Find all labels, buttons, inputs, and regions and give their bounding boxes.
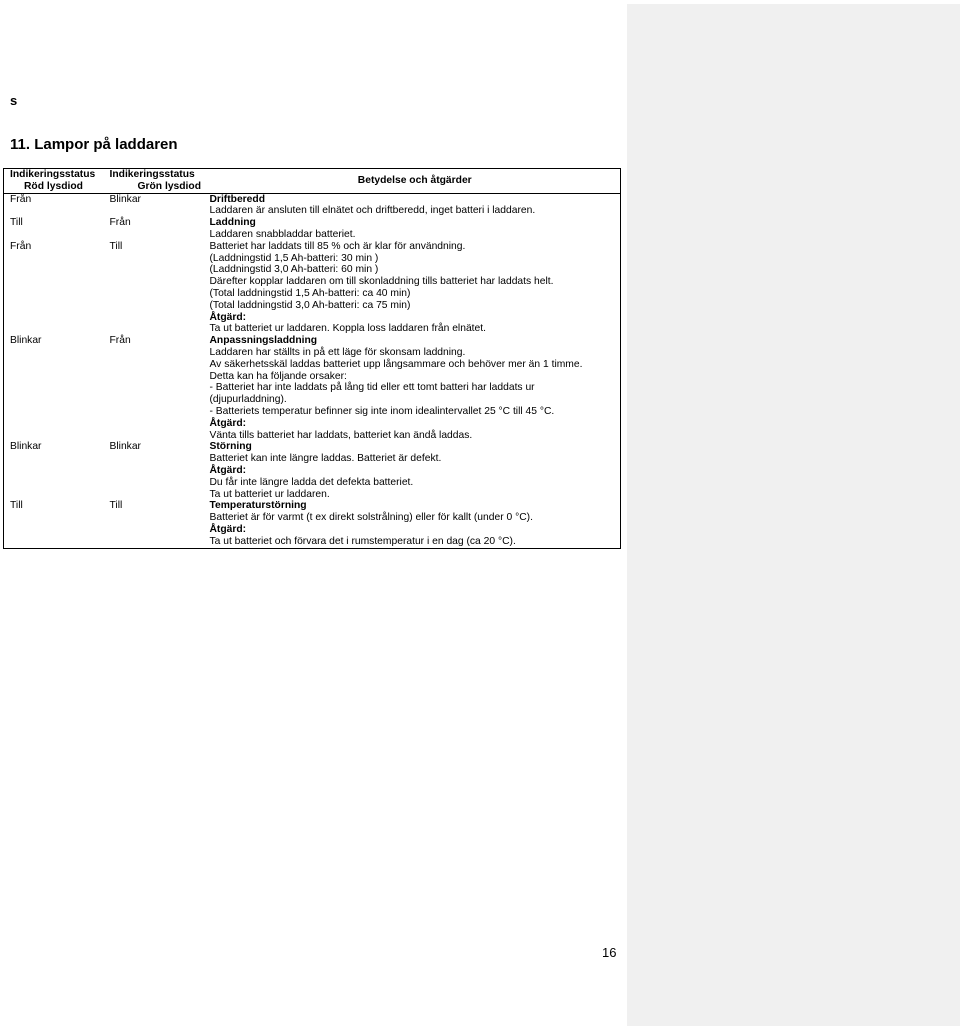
table-row (4, 441, 621, 500)
red-status: Blinkar (4, 441, 104, 500)
status-title: Temperaturstörning (209, 500, 307, 512)
action-label: Åtgärd: (209, 417, 247, 429)
header-green-led: Indikeringsstatus Grön lysdiod (104, 169, 204, 194)
meaning-line: Laddaren har ställts in på ett läge för skonsam laddning. (209, 346, 466, 358)
meaning-cell (204, 241, 621, 335)
meaning-line: Vänta tills batteriet har laddats, batteriet kan ändå laddas. (209, 429, 473, 441)
red-status: Till (4, 217, 104, 241)
meaning-line: Därefter kopplar laddaren om till skonladdning tills batteriet har laddats helt. (209, 276, 554, 288)
section-heading: 11. Lampor på laddaren (10, 136, 178, 153)
meaning-line: Batteriet är för varmt (t ex direkt solstrålning) eller för kallt (under 0 °C). (209, 512, 533, 524)
table-row (4, 335, 621, 441)
comment-pane (627, 4, 960, 1026)
green-status: Från (109, 217, 131, 229)
table-row (4, 217, 621, 241)
meaning-line: Laddaren är ansluten till elnätet och driftberedd, inget batteri i laddaren. (209, 205, 536, 217)
action-label: Åtgärd: (209, 464, 247, 476)
meaning-cell (204, 500, 621, 548)
meaning-line: Batteriet kan inte längre laddas. Batteriet är defekt. (209, 453, 442, 465)
meaning-cell (204, 217, 621, 241)
green-status: Till (104, 500, 204, 548)
status-title: Laddning (209, 217, 256, 229)
header-red-led: Indikeringsstatus Röd lysdiod (4, 169, 104, 194)
status-title: Anpassningsladdning (209, 335, 318, 347)
meaning-line: Detta kan ha följande orsaker: (209, 370, 347, 382)
meaning-line: (Total laddningstid 3,0 Ah-batteri: ca 75 min) (209, 299, 411, 311)
red-status: Från (4, 241, 104, 335)
meaning-line: Ta ut batteriet och förvara det i rumstemperatur i en dag (ca 20 °C). (209, 535, 516, 547)
green-status: Till (109, 240, 123, 252)
meaning-line: Laddaren snabbladdar batteriet. (209, 228, 356, 240)
status-title: Driftberedd (209, 193, 265, 205)
meaning-cell (204, 441, 621, 500)
action-label: Åtgärd: (209, 311, 247, 323)
table-header-row (4, 169, 621, 194)
page-number: 16 (602, 945, 617, 960)
table-row (4, 241, 621, 335)
table-row (4, 500, 621, 548)
status-title: Störning (209, 441, 252, 453)
meaning-line: Ta ut batteriet ur laddaren. Koppla loss laddaren från elnätet. (209, 323, 486, 335)
meaning-cell (204, 335, 621, 441)
green-status: Blinkar (109, 193, 141, 205)
green-status: Från (109, 335, 131, 347)
meaning-line: Av säkerhetsskäl laddas batteriet upp långsammare och behöver mer än 1 timme. (209, 358, 583, 370)
meaning-line: (Laddningstid 3,0 Ah-batteri: 60 min ) (209, 264, 379, 276)
red-status: Till (4, 500, 104, 548)
action-label: Åtgärd: (209, 523, 247, 535)
meaning-line: (Laddningstid 1,5 Ah-batteri: 30 min ) (209, 252, 379, 264)
red-status: Från (4, 193, 104, 217)
meaning-line: Du får inte längre ladda det defekta batteriet. (209, 476, 414, 488)
meaning-line: (Total laddningstid 1,5 Ah-batteri: ca 40 min) (209, 287, 411, 299)
indicator-table (3, 168, 621, 549)
header-meaning: Betydelse och åtgärder (204, 169, 621, 194)
meaning-line: - Batteriets temperatur befinner sig inte inom idealintervallet 25 °C till 45 °C. (209, 405, 555, 417)
red-status: Blinkar (4, 335, 104, 441)
table-row (4, 193, 621, 217)
green-status: Blinkar (109, 441, 141, 453)
meaning-line: (djupurladdning). (209, 394, 287, 406)
meaning-line: Ta ut batteriet ur laddaren. (209, 488, 330, 500)
page-marker: s (10, 93, 18, 108)
meaning-line: Batteriet har laddats till 85 % och är klar för användning. (209, 240, 466, 252)
meaning-line: - Batteriet har inte laddats på lång tid eller ett tomt batteri har laddats ur (209, 382, 535, 394)
meaning-cell (204, 193, 621, 217)
